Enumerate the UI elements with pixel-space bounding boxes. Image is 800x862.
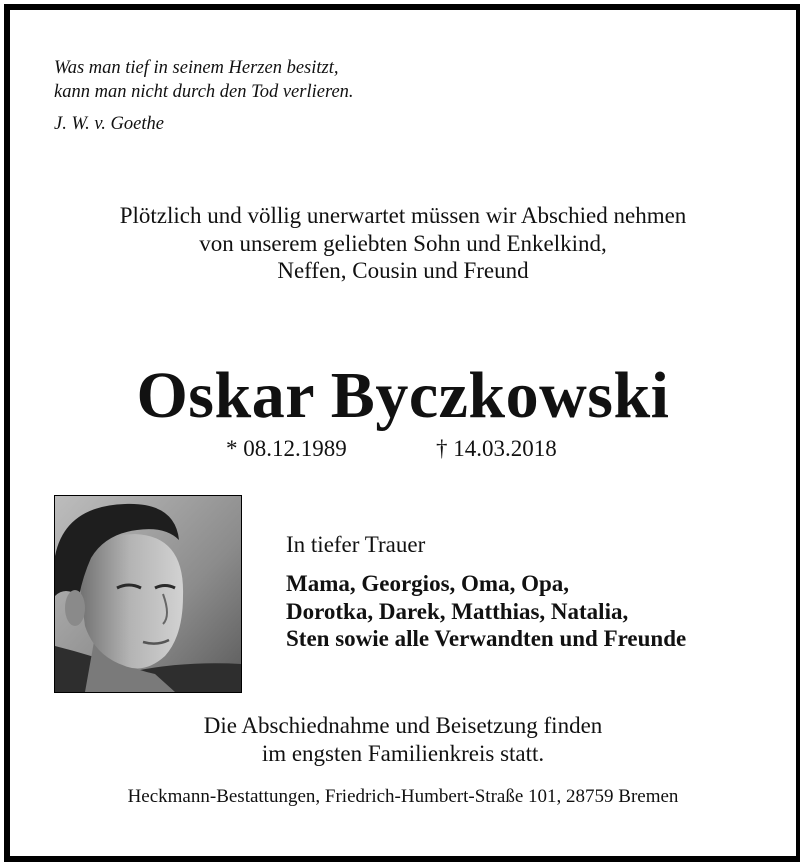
mourning-label: In tiefer Trauer — [286, 532, 426, 557]
quote — [54, 56, 354, 104]
birth-date: * 08.12.1989 — [226, 436, 347, 461]
notice-line: Die Abschiednahme und Beisetzung finden — [203, 713, 603, 738]
funeral-home-address: Heckmann-Bestattungen, Friedrich-Humbert-Straße 101, 28759 Bremen — [127, 786, 679, 807]
obituary-frame — [4, 4, 800, 862]
mourners-list — [286, 570, 686, 653]
intro-line: von unserem geliebten Sohn und Enkelkind, — [199, 230, 607, 256]
intro-line: Plötzlich und völlig unerwartet müssen wir Abschied nehmen — [119, 203, 687, 228]
portrait-photo — [54, 495, 242, 693]
mourners-line: Sten sowie alle Verwandten und Freunde — [286, 626, 687, 651]
intro-line: Neffen, Cousin und Freund — [277, 258, 529, 283]
quote-line: kann man nicht durch den Tod verlieren. — [54, 82, 354, 102]
intro-text — [10, 202, 796, 285]
quote-author: J. W. v. Goethe — [54, 114, 164, 134]
notice-line: im engsten Familienkreis statt. — [261, 740, 545, 766]
death-date: † 14.03.2018 — [436, 436, 557, 461]
mourners-line: Dorotka, Darek, Matthias, Natalia, — [286, 598, 629, 624]
mourners-line: Mama, Georgios, Oma, Opa, — [286, 571, 569, 596]
quote-line: Was man tief in seinem Herzen besitzt, — [54, 58, 339, 78]
deceased-name: Oskar Byczkowski — [136, 359, 670, 432]
funeral-notice — [10, 712, 796, 767]
